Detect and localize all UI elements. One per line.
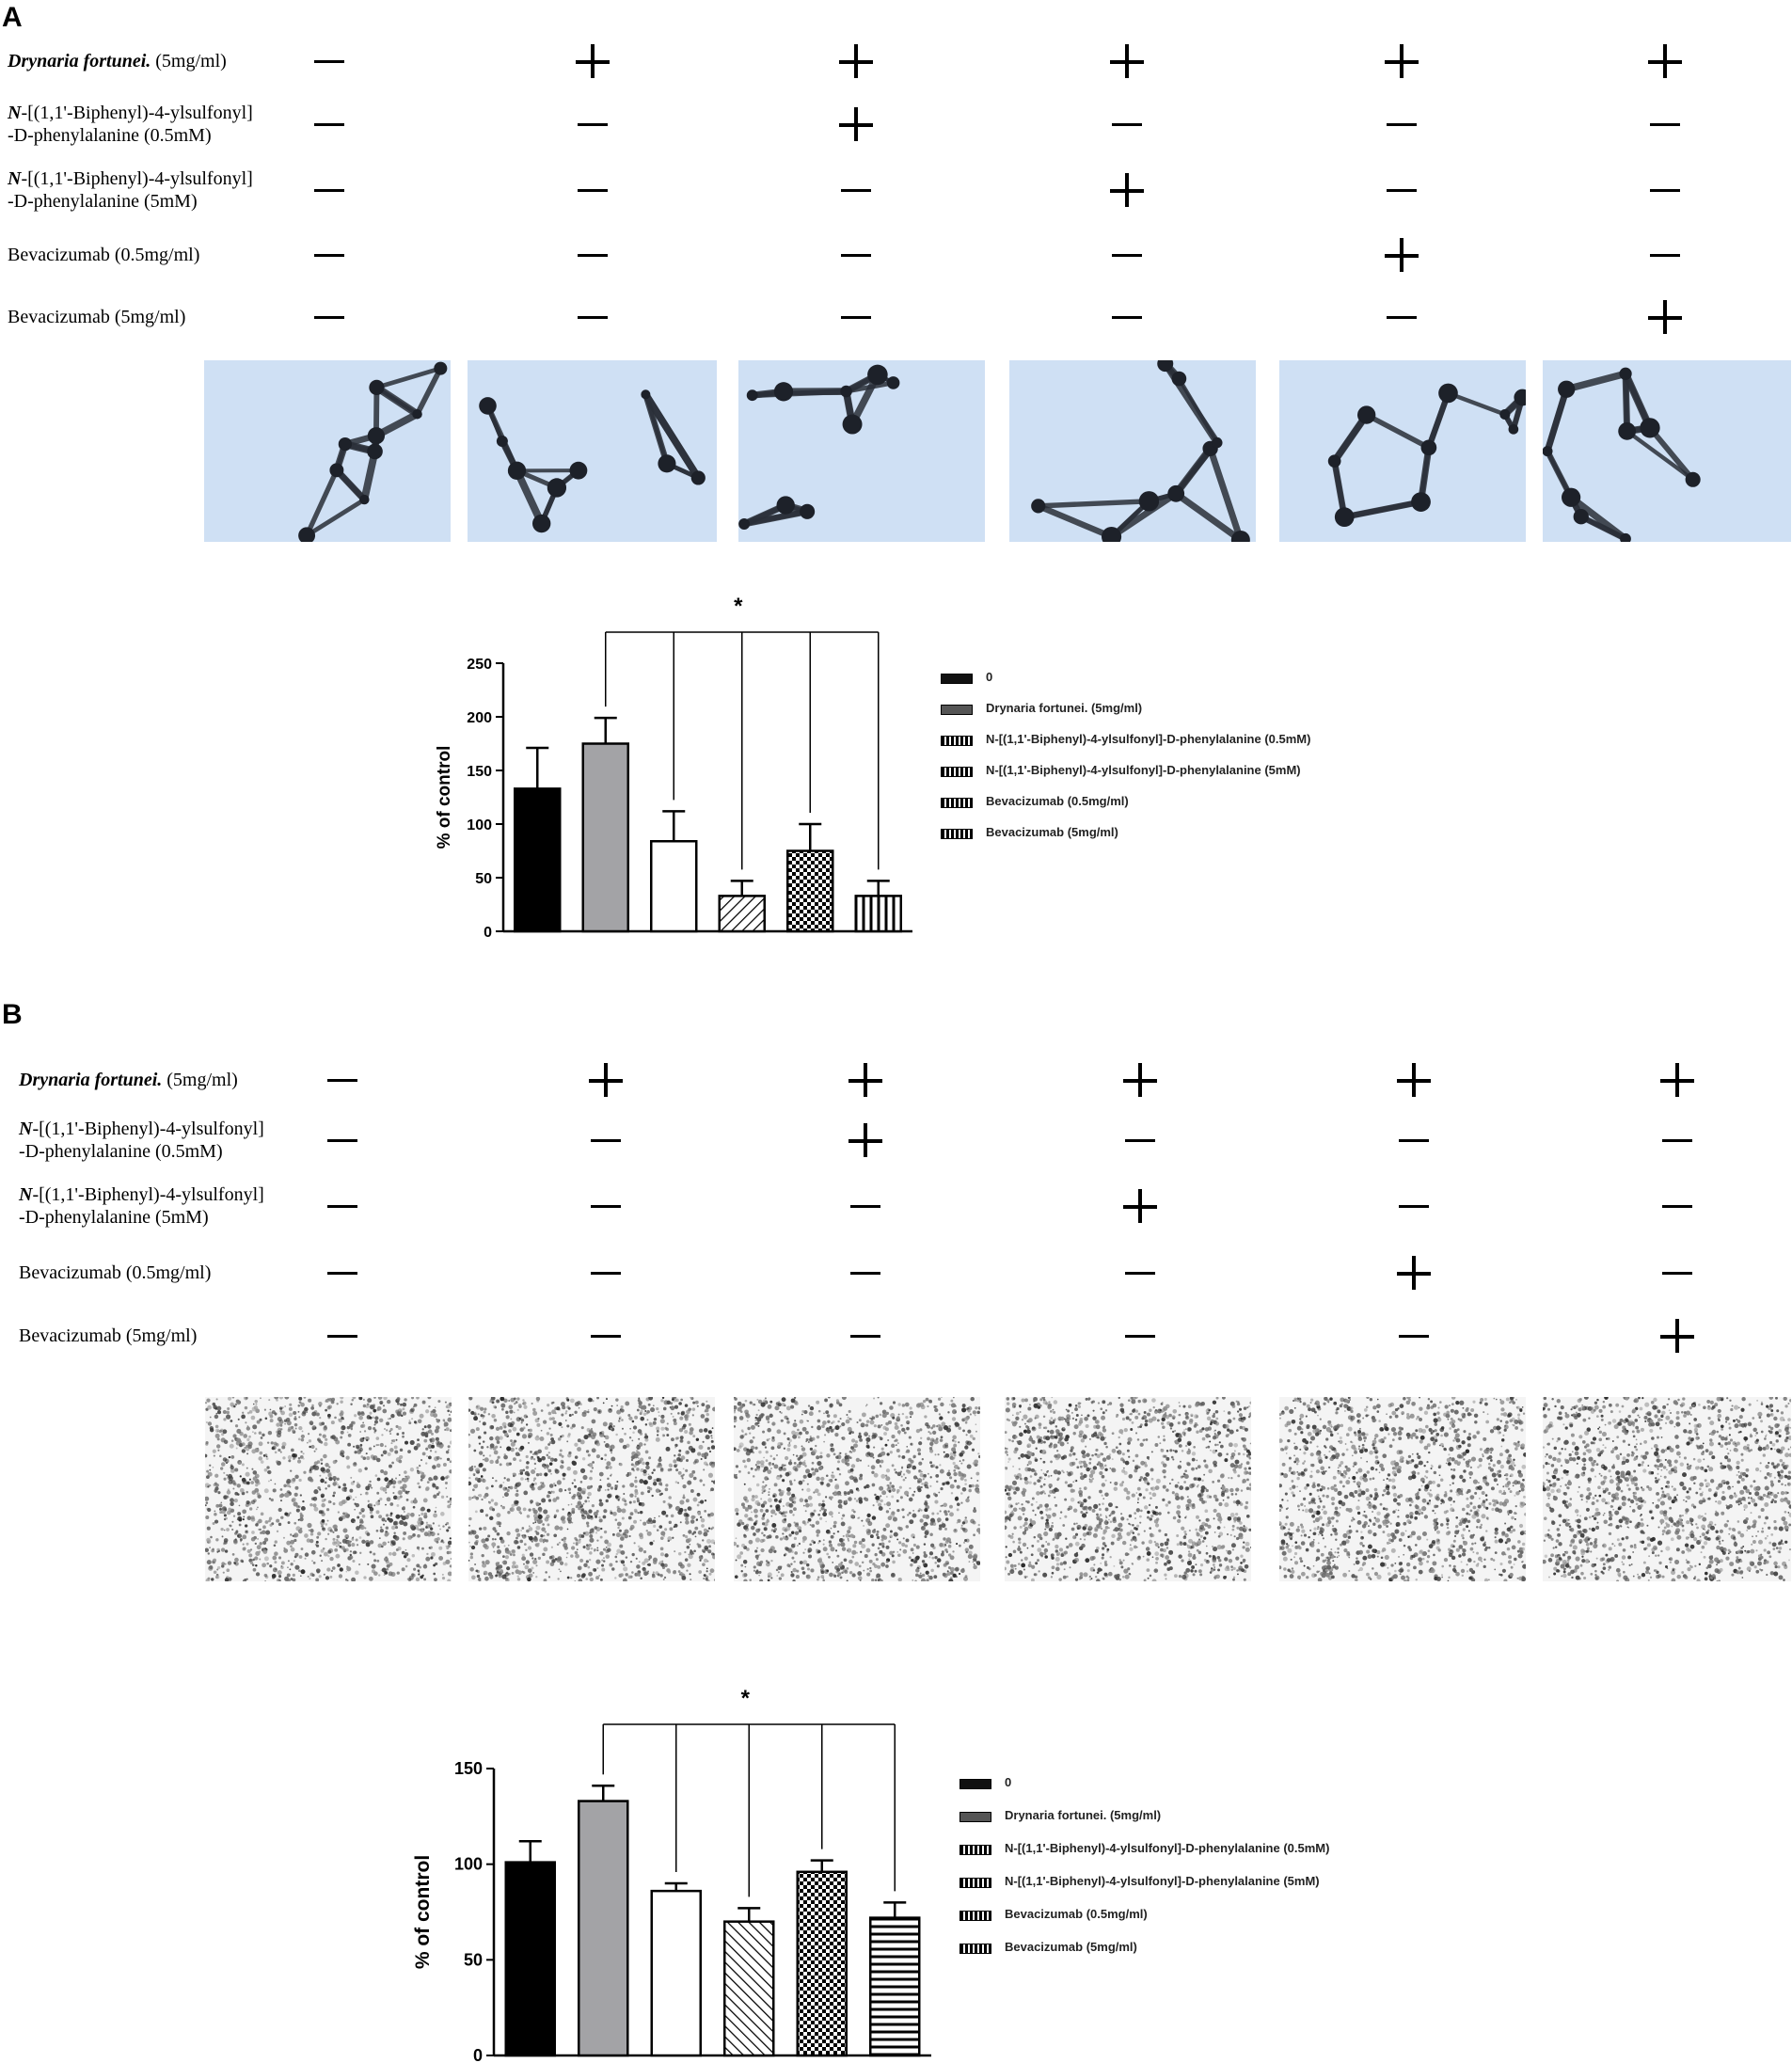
minus-mark [574,236,611,274]
condition-label-text: -[(1,1'-Biphenyl)-4-ylsulfonyl] [21,103,253,123]
bar [724,1922,773,2055]
legend-label: Bevacizumab (0.5mg/ml) [986,794,1129,808]
bar [506,1863,555,2055]
minus-mark [310,42,348,80]
plus-mark [837,42,875,80]
legend-label: Bevacizumab (5mg/ml) [1005,1940,1137,1954]
y-tick-label: 250 [467,657,492,673]
bar [856,896,901,931]
legend-swatch [941,705,973,715]
minus-mark [1658,1254,1696,1292]
y-tick-label: 100 [453,1854,483,1874]
y-tick-label: 200 [467,710,492,726]
plus-mark [1383,236,1420,274]
minus-mark [587,1187,625,1225]
minus-mark [1108,236,1146,274]
minus-mark [574,105,611,143]
condition-label-italic: N [19,1119,33,1139]
minus-mark [1121,1254,1159,1292]
legend-label: N-[(1,1'-Biphenyl)-4-ylsulfonyl]-D-phenylalanine (5mM) [1005,1874,1320,1888]
y-tick-label: 150 [453,1759,483,1778]
panel-a-letter: A [2,2,23,33]
condition-label [19,1262,211,1284]
legend-a [941,668,1467,847]
legend-label: Drynaria fortunei. (5mg/ml) [1005,1808,1162,1822]
condition-label-text: Bevacizumab (0.5mg/ml) [19,1262,212,1283]
bar-chart-b [404,1674,950,2063]
plus-mark [847,1061,884,1099]
y-tick-label: 100 [467,817,492,833]
legend-swatch [941,767,973,777]
minus-mark [1121,1121,1159,1159]
condition-label-italic: N [8,168,22,189]
minus-mark [324,1121,361,1159]
plus-mark [1108,171,1146,209]
condition-label-italic: Drynaria fortunei. [8,51,151,71]
minus-mark [310,105,348,143]
minus-mark [310,236,348,274]
condition-label-line2: -D-phenylalanine (0.5mM) [8,125,212,146]
legend-label: Bevacizumab (5mg/ml) [986,825,1118,839]
significance-star: * [734,594,743,619]
y-tick-label: 0 [484,925,492,941]
migration-image [205,1397,452,1581]
tube-formation-image [468,360,717,542]
migration-image [734,1397,980,1581]
plus-mark [1108,42,1146,80]
bar [583,744,628,932]
condition-label-line2: -D-phenylalanine (5mM) [8,191,198,212]
y-tick-label: 50 [463,1950,483,1970]
condition-label [19,1118,264,1163]
plus-mark [847,1121,884,1159]
migration-image [1005,1397,1251,1581]
condition-label-text: Bevacizumab (0.5mg/ml) [8,245,200,265]
bar [515,788,560,931]
bar [720,896,765,931]
plus-mark [1395,1061,1433,1099]
minus-mark [1395,1187,1433,1225]
condition-label [19,1325,197,1347]
legend-swatch [959,1878,991,1888]
tube-formation-image [738,360,985,542]
legend-swatch [959,1779,991,1789]
minus-mark [847,1317,884,1355]
panel-b-letter: B [2,999,23,1030]
significance-star: * [740,1686,750,1711]
condition-label [8,306,185,328]
y-tick-label: 50 [475,871,492,887]
legend-swatch [959,1944,991,1954]
legend-label: 0 [1005,1775,1012,1789]
plus-mark [1646,298,1684,336]
legend-label: Bevacizumab (0.5mg/ml) [1005,1907,1148,1921]
condition-label-text: (5mg/ml) [162,1070,238,1090]
y-tick-label: 0 [472,2046,483,2063]
bar [798,1872,847,2055]
minus-mark [1395,1317,1433,1355]
minus-mark [1646,171,1684,209]
plus-mark [574,42,611,80]
bar [651,841,696,931]
minus-mark [587,1254,625,1292]
tube-formation-image [1009,360,1256,542]
condition-label [8,167,253,213]
minus-mark [1658,1121,1696,1159]
condition-label [8,102,253,147]
condition-label [19,1069,238,1091]
legend-label: Drynaria fortunei. (5mg/ml) [986,701,1143,715]
legend-swatch [959,1911,991,1921]
minus-mark [324,1254,361,1292]
plus-mark [1395,1254,1433,1292]
condition-label-text: (5mg/ml) [151,51,227,71]
minus-mark [1383,298,1420,336]
migration-image [1279,1397,1526,1581]
condition-label-line2: -D-phenylalanine (5mM) [19,1207,209,1228]
bar [870,1918,919,2055]
minus-mark [1121,1317,1159,1355]
legend-label: N-[(1,1'-Biphenyl)-4-ylsulfonyl]-D-phenylalanine (5mM) [986,763,1301,777]
plus-mark [1383,42,1420,80]
legend-swatch [941,674,973,684]
plus-mark [837,105,875,143]
minus-mark [587,1121,625,1159]
legend-swatch [941,798,973,808]
plus-mark [1646,42,1684,80]
minus-mark [1108,105,1146,143]
condition-label [8,244,199,266]
condition-label-line2: -D-phenylalanine (0.5mM) [19,1141,223,1162]
minus-mark [324,1187,361,1225]
plus-mark [1121,1061,1159,1099]
minus-mark [837,298,875,336]
minus-mark [847,1254,884,1292]
condition-label-text: Bevacizumab (5mg/ml) [19,1325,198,1346]
bar [579,1801,627,2055]
minus-mark [837,236,875,274]
condition-label-italic: N [19,1184,33,1205]
plus-mark [587,1061,625,1099]
tube-formation-image [204,360,451,542]
minus-mark [1383,105,1420,143]
bar-chart-a [423,579,941,945]
minus-mark [1646,105,1684,143]
condition-label-text: -[(1,1'-Biphenyl)-4-ylsulfonyl] [32,1119,264,1139]
minus-mark [324,1317,361,1355]
minus-mark [837,171,875,209]
plus-mark [1121,1187,1159,1225]
legend-label: 0 [986,670,993,684]
legend-swatch [941,736,973,746]
condition-label-italic: N [8,103,22,123]
minus-mark [574,298,611,336]
minus-mark [310,171,348,209]
condition-label-italic: Drynaria fortunei. [19,1070,163,1090]
plus-mark [1658,1317,1696,1355]
legend-swatch [959,1812,991,1822]
minus-mark [324,1061,361,1099]
bar [652,1891,701,2055]
condition-label [19,1183,264,1229]
condition-label-text: Bevacizumab (5mg/ml) [8,307,186,327]
minus-mark [574,171,611,209]
migration-image [468,1397,715,1581]
y-axis-label: % of control [412,1854,434,1970]
minus-mark [1395,1121,1433,1159]
condition-label-text: -[(1,1'-Biphenyl)-4-ylsulfonyl] [32,1184,264,1205]
minus-mark [1658,1187,1696,1225]
legend-swatch [959,1845,991,1855]
tube-formation-image [1279,360,1526,542]
migration-image [1543,1397,1791,1581]
y-tick-label: 150 [467,764,492,780]
legend-label: N-[(1,1'-Biphenyl)-4-ylsulfonyl]-D-phenylalanine (0.5mM) [1005,1841,1330,1855]
minus-mark [310,298,348,336]
minus-mark [1646,236,1684,274]
minus-mark [847,1187,884,1225]
condition-label-text: -[(1,1'-Biphenyl)-4-ylsulfonyl] [21,168,253,189]
bar [787,851,833,932]
minus-mark [587,1317,625,1355]
legend-label: N-[(1,1'-Biphenyl)-4-ylsulfonyl]-D-phenylalanine (0.5mM) [986,732,1311,746]
legend-swatch [941,829,973,839]
minus-mark [1108,298,1146,336]
legend-b [959,1773,1524,1952]
condition-label [8,50,227,72]
y-axis-label: % of control [435,745,454,849]
tube-formation-image [1543,360,1791,542]
minus-mark [1383,171,1420,209]
plus-mark [1658,1061,1696,1099]
